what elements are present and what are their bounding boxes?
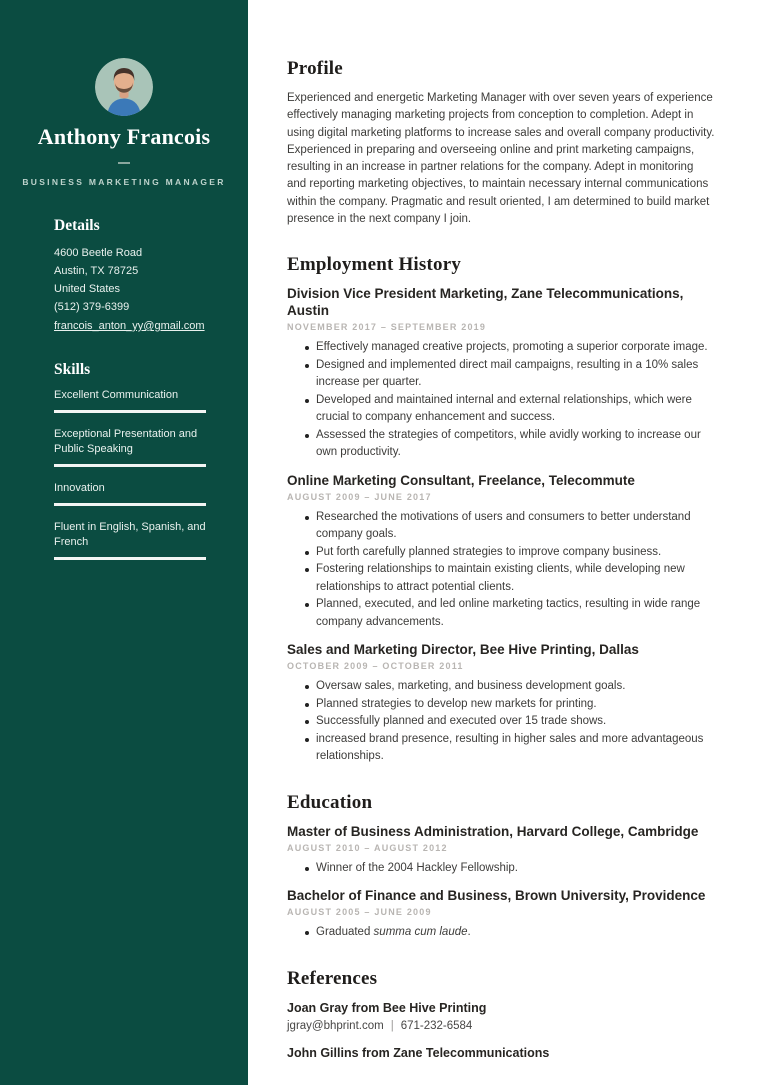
- entry-bullets: [287, 339, 715, 462]
- history-entry: [287, 641, 715, 766]
- details-section: [0, 217, 248, 335]
- entry-bullets: [287, 860, 715, 878]
- bullet-item: Oversaw sales, marketing, and business development goals.: [305, 678, 715, 696]
- skill-label: Excellent Communication: [54, 389, 179, 401]
- reference-name: Joan Gray from Bee Hive Printing: [287, 1000, 487, 1015]
- profile-photo: [95, 58, 153, 116]
- address-street: 4600 Beetle Road: [54, 247, 143, 259]
- bullet-item: Effectively managed creative projects, promoting a superior corporate image.: [305, 339, 715, 357]
- sidebar: [0, 0, 248, 1085]
- candidate-name: Anthony Francois: [37, 124, 211, 149]
- skills-section: [0, 361, 248, 560]
- address-city: Austin, TX 78725: [54, 265, 139, 277]
- education-heading: Education: [287, 791, 373, 813]
- profile-section: [287, 58, 715, 228]
- profile-text: Experienced and energetic Marketing Manager with over seven years of experience effectively managing marketing projects from conception to completion. Adept in using digital marketing platforms to increase sales and overall company productivity. Experienced in preparing and overseeing online and print marketing campaigns, resulting in an increase in partner relations for the company. Adept in monitoring and reporting marketing objectives, to maintain necessary internal communications within the company. Pragmatic and result oriented, I am determined to build market presence in the next company I join.: [287, 92, 715, 226]
- skills-list: [54, 388, 206, 560]
- bullet-item: Fostering relationships to maintain existing clients, while developing new relationships to attract potential clients.: [305, 561, 715, 596]
- sidebar-header: [0, 58, 248, 187]
- bullet-item: Assessed the strategies of competitors, while avidly working to increase our own productivity.: [305, 427, 715, 462]
- entry-title: Division Vice President Marketing, Zane Telecommunications, Austin: [287, 286, 684, 319]
- employment-heading: Employment History: [287, 254, 462, 276]
- entry-dates: AUGUST 2005 – JUNE 2009: [287, 907, 432, 918]
- skill-level-bar: [54, 503, 206, 506]
- skills-heading: Skills: [54, 361, 91, 378]
- entry-title: Bachelor of Finance and Business, Brown University, Providence: [287, 888, 706, 904]
- skill-label: Exceptional Presentation and Public Speaking: [54, 428, 198, 455]
- bullet-item: Planned strategies to develop new markets for printing.: [305, 696, 715, 714]
- employment-section: [287, 254, 715, 766]
- reference-entry: [287, 1045, 715, 1062]
- entry-dates: OCTOBER 2009 – OCTOBER 2011: [287, 661, 464, 672]
- history-entry: [287, 472, 715, 632]
- bullet-item: Researched the motivations of users and consumers to better understand company goals.: [305, 509, 715, 544]
- entry-bullets: [287, 509, 715, 632]
- reference-name: John Gillins from Zane Telecommunications: [287, 1045, 550, 1060]
- bullet-item: Developed and maintained internal and external relationships, which were crucial to company enhancement and success.: [305, 392, 715, 427]
- avatar: [95, 58, 153, 116]
- skill-level-bar: [54, 557, 206, 560]
- address-country: United States: [54, 283, 121, 295]
- bullet-item: [305, 924, 715, 942]
- skill-item: [54, 520, 206, 560]
- entry-title: Sales and Marketing Director, Bee Hive Printing, Dallas: [287, 642, 639, 658]
- profile-heading: Profile: [287, 58, 343, 79]
- skill-label: Fluent in English, Spanish, and French: [54, 521, 206, 548]
- skill-item: [54, 388, 206, 413]
- references-section: [287, 968, 715, 1062]
- contact-separator: |: [390, 1019, 394, 1032]
- education-section: [287, 792, 715, 942]
- references-heading: References: [287, 967, 378, 989]
- name-divider: [118, 162, 130, 164]
- skill-level-bar: [54, 464, 206, 467]
- entry-title: Online Marketing Consultant, Freelance, Telecommute: [287, 472, 635, 488]
- employment-entries: [287, 285, 715, 766]
- resume-body: [248, 0, 768, 1085]
- details-heading: Details: [54, 217, 100, 234]
- entry-dates: AUGUST 2009 – JUNE 2017: [287, 491, 432, 502]
- text-segment: Graduated: [316, 926, 374, 939]
- text-segment: .: [467, 926, 471, 939]
- entry-dates: AUGUST 2010 – AUGUST 2012: [287, 842, 448, 853]
- bullet-item: Designed and implemented direct mail campaigns, resulting in a 10% sales increase per quarter.: [305, 357, 715, 392]
- candidate-job-title: BUSINESS MARKETING MANAGER: [22, 177, 226, 187]
- entry-title: Master of Business Administration, Harvard College, Cambridge: [287, 823, 699, 839]
- entry-bullets: [287, 924, 715, 942]
- bullet-item: Put forth carefully planned strategies to improve company business.: [305, 544, 715, 562]
- entry-dates: NOVEMBER 2017 – SEPTEMBER 2019: [287, 322, 487, 333]
- history-entry: [287, 285, 715, 462]
- italic-text: summa cum laude: [373, 926, 468, 939]
- skill-level-bar: [54, 410, 206, 413]
- skill-item: [54, 481, 206, 506]
- education-entries: [287, 823, 715, 942]
- bullet-item: Successfully planned and executed over 15 trade shows.: [305, 713, 715, 731]
- email-link[interactable]: francois_anton_yy@gmail.com: [54, 320, 205, 332]
- bullet-item: increased brand presence, resulting in higher sales and more advantageous relationships.: [305, 731, 715, 766]
- bullet-item: Planned, executed, and led online marketing tactics, resulting in wide range company advancements.: [305, 596, 715, 631]
- skill-item: [54, 427, 206, 467]
- bullet-item: Winner of the 2004 Hackley Fellowship.: [305, 860, 715, 878]
- skill-label: Innovation: [54, 482, 105, 494]
- history-entry: [287, 823, 715, 878]
- references-list: [287, 1000, 715, 1062]
- reference-email: jgray@bhprint.com: [287, 1019, 384, 1032]
- phone-number: (512) 379-6399: [54, 301, 130, 313]
- reference-entry: [287, 1000, 715, 1032]
- reference-contact: [287, 1020, 715, 1032]
- history-entry: [287, 887, 715, 942]
- reference-phone: 671-232-6584: [400, 1019, 473, 1032]
- entry-bullets: [287, 678, 715, 766]
